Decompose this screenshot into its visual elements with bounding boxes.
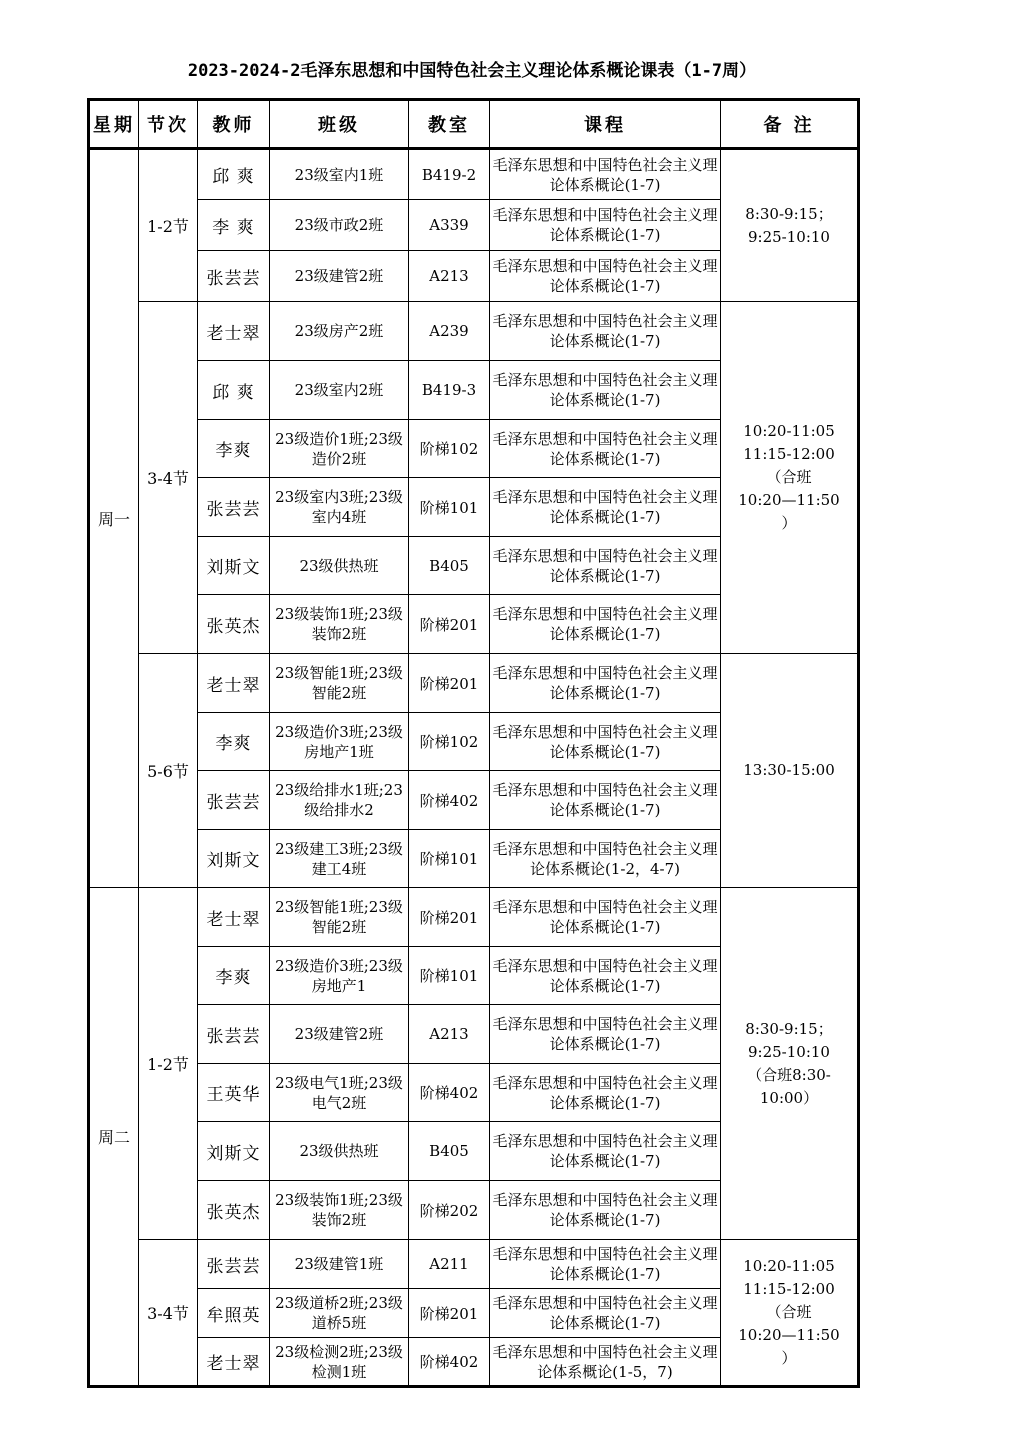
teacher-cell: 老士翠 xyxy=(198,654,270,713)
teacher-cell: 牟照英 xyxy=(198,1289,270,1338)
room-cell: 阶梯402 xyxy=(409,1338,490,1387)
teacher-cell: 张英杰 xyxy=(198,595,270,654)
room-cell: 阶梯101 xyxy=(409,478,490,537)
header-course: 课程 xyxy=(490,100,721,149)
note-cell: 8:30-9:15； 9:25-10:10 xyxy=(721,149,859,302)
room-cell: A211 xyxy=(409,1240,490,1289)
schedule-body xyxy=(89,149,859,1387)
class-cell: 23级室内1班 xyxy=(270,149,409,200)
slot-cell: 1-2节 xyxy=(139,149,198,302)
teacher-cell: 刘斯文 xyxy=(198,537,270,595)
note-cell: 10:20-11:05 11:15-12:00 （合班 10:20—11:50 ） xyxy=(721,302,859,654)
class-cell: 23级室内3班;23级室内4班 xyxy=(270,478,409,537)
room-cell: 阶梯402 xyxy=(409,1064,490,1122)
header-note: 备 注 xyxy=(721,100,859,149)
class-cell: 23级检测2班;23级检测1班 xyxy=(270,1338,409,1387)
room-cell: 阶梯201 xyxy=(409,595,490,654)
room-cell: 阶梯202 xyxy=(409,1181,490,1240)
table-row xyxy=(89,1240,859,1289)
header-slot: 节次 xyxy=(139,100,198,149)
course-cell: 毛泽东思想和中国特色社会主义理论体系概论(1-7) xyxy=(490,1240,721,1289)
course-cell: 毛泽东思想和中国特色社会主义理论体系概论(1-7) xyxy=(490,200,721,251)
teacher-cell: 王英华 xyxy=(198,1064,270,1122)
slot-cell: 1-2节 xyxy=(139,888,198,1240)
course-cell: 毛泽东思想和中国特色社会主义理论体系概论(1-7) xyxy=(490,595,721,654)
teacher-cell: 刘斯文 xyxy=(198,1122,270,1181)
room-cell: 阶梯201 xyxy=(409,1289,490,1338)
header-row xyxy=(89,100,859,149)
header-day: 星期 xyxy=(89,100,139,149)
class-cell: 23级装饰1班;23级装饰2班 xyxy=(270,595,409,654)
class-cell: 23级装饰1班;23级装饰2班 xyxy=(270,1181,409,1240)
class-cell: 23级市政2班 xyxy=(270,200,409,251)
slot-cell: 3-4节 xyxy=(139,1240,198,1387)
course-cell: 毛泽东思想和中国特色社会主义理论体系概论(1-7) xyxy=(490,1005,721,1064)
course-cell: 毛泽东思想和中国特色社会主义理论体系概论(1-7) xyxy=(490,888,721,947)
teacher-cell: 张芸芸 xyxy=(198,771,270,830)
class-cell: 23级建管1班 xyxy=(270,1240,409,1289)
class-cell: 23级电气1班;23级电气2班 xyxy=(270,1064,409,1122)
class-cell: 23级造价3班;23级房地产1 xyxy=(270,947,409,1005)
slot-cell: 3-4节 xyxy=(139,302,198,654)
class-cell: 23级道桥2班;23级道桥5班 xyxy=(270,1289,409,1338)
room-cell: 阶梯102 xyxy=(409,713,490,771)
table-row xyxy=(89,888,859,947)
room-cell: 阶梯101 xyxy=(409,947,490,1005)
header-teacher: 教师 xyxy=(198,100,270,149)
note-cell: 8:30-9:15； 9:25-10:10 （合班8:30- 10:00） xyxy=(721,888,859,1240)
schedule-table xyxy=(87,98,860,1388)
teacher-cell: 邱 爽 xyxy=(198,361,270,420)
course-cell: 毛泽东思想和中国特色社会主义理论体系概论(1-7) xyxy=(490,771,721,830)
class-cell: 23级造价3班;23级房地产1班 xyxy=(270,713,409,771)
course-cell: 毛泽东思想和中国特色社会主义理论体系概论(1-7) xyxy=(490,654,721,713)
room-cell: 阶梯402 xyxy=(409,771,490,830)
room-cell: B405 xyxy=(409,1122,490,1181)
header-room: 教室 xyxy=(409,100,490,149)
teacher-cell: 老士翠 xyxy=(198,302,270,361)
class-cell: 23级室内2班 xyxy=(270,361,409,420)
note-cell: 13:30-15:00 xyxy=(721,654,859,888)
teacher-cell: 邱 爽 xyxy=(198,149,270,200)
class-cell: 23级供热班 xyxy=(270,537,409,595)
table-row xyxy=(89,654,859,713)
teacher-cell: 张芸芸 xyxy=(198,1005,270,1064)
teacher-cell: 张芸芸 xyxy=(198,251,270,302)
room-cell: 阶梯102 xyxy=(409,420,490,478)
teacher-cell: 刘斯文 xyxy=(198,830,270,888)
teacher-cell: 张芸芸 xyxy=(198,1240,270,1289)
day-cell: 周二 xyxy=(89,888,139,1387)
room-cell: 阶梯201 xyxy=(409,888,490,947)
course-cell: 毛泽东思想和中国特色社会主义理论体系概论(1-5，7) xyxy=(490,1338,721,1387)
header-class: 班级 xyxy=(270,100,409,149)
course-cell: 毛泽东思想和中国特色社会主义理论体系概论(1-7) xyxy=(490,478,721,537)
room-cell: 阶梯101 xyxy=(409,830,490,888)
course-cell: 毛泽东思想和中国特色社会主义理论体系概论(1-7) xyxy=(490,149,721,200)
room-cell: A339 xyxy=(409,200,490,251)
class-cell: 23级智能1班;23级智能2班 xyxy=(270,654,409,713)
class-cell: 23级建管2班 xyxy=(270,1005,409,1064)
teacher-cell: 李爽 xyxy=(198,420,270,478)
course-cell: 毛泽东思想和中国特色社会主义理论体系概论(1-7) xyxy=(490,1064,721,1122)
course-cell: 毛泽东思想和中国特色社会主义理论体系概论(1-7) xyxy=(490,947,721,1005)
course-cell: 毛泽东思想和中国特色社会主义理论体系概论(1-7) xyxy=(490,537,721,595)
class-cell: 23级建管2班 xyxy=(270,251,409,302)
course-cell: 毛泽东思想和中国特色社会主义理论体系概论(1-7) xyxy=(490,1181,721,1240)
class-cell: 23级房产2班 xyxy=(270,302,409,361)
teacher-cell: 李爽 xyxy=(198,947,270,1005)
table-row xyxy=(89,149,859,200)
table-row xyxy=(89,302,859,361)
course-cell: 毛泽东思想和中国特色社会主义理论体系概论(1-2，4-7) xyxy=(490,830,721,888)
class-cell: 23级给排水1班;23级给排水2 xyxy=(270,771,409,830)
course-cell: 毛泽东思想和中国特色社会主义理论体系概论(1-7) xyxy=(490,302,721,361)
course-cell: 毛泽东思想和中国特色社会主义理论体系概论(1-7) xyxy=(490,361,721,420)
course-cell: 毛泽东思想和中国特色社会主义理论体系概论(1-7) xyxy=(490,420,721,478)
teacher-cell: 李爽 xyxy=(198,713,270,771)
room-cell: A213 xyxy=(409,1005,490,1064)
course-cell: 毛泽东思想和中国特色社会主义理论体系概论(1-7) xyxy=(490,1289,721,1338)
teacher-cell: 老士翠 xyxy=(198,888,270,947)
room-cell: B405 xyxy=(409,537,490,595)
teacher-cell: 张英杰 xyxy=(198,1181,270,1240)
class-cell: 23级智能1班;23级智能2班 xyxy=(270,888,409,947)
class-cell: 23级造价1班;23级造价2班 xyxy=(270,420,409,478)
day-cell: 周一 xyxy=(89,149,139,888)
teacher-cell: 张芸芸 xyxy=(198,478,270,537)
course-cell: 毛泽东思想和中国特色社会主义理论体系概论(1-7) xyxy=(490,713,721,771)
room-cell: B419-3 xyxy=(409,361,490,420)
room-cell: 阶梯201 xyxy=(409,654,490,713)
class-cell: 23级建工3班;23级建工4班 xyxy=(270,830,409,888)
class-cell: 23级供热班 xyxy=(270,1122,409,1181)
room-cell: B419-2 xyxy=(409,149,490,200)
teacher-cell: 老士翠 xyxy=(198,1338,270,1387)
room-cell: A213 xyxy=(409,251,490,302)
note-cell: 10:20-11:05 11:15-12:00 （合班 10:20—11:50 ） xyxy=(721,1240,859,1387)
course-cell: 毛泽东思想和中国特色社会主义理论体系概论(1-7) xyxy=(490,1122,721,1181)
page-title: 2023-2024-2毛泽东思想和中国特色社会主义理论体系概论课表（1-7周） xyxy=(187,61,757,81)
slot-cell: 5-6节 xyxy=(139,654,198,888)
course-cell: 毛泽东思想和中国特色社会主义理论体系概论(1-7) xyxy=(490,251,721,302)
teacher-cell: 李 爽 xyxy=(198,200,270,251)
room-cell: A239 xyxy=(409,302,490,361)
